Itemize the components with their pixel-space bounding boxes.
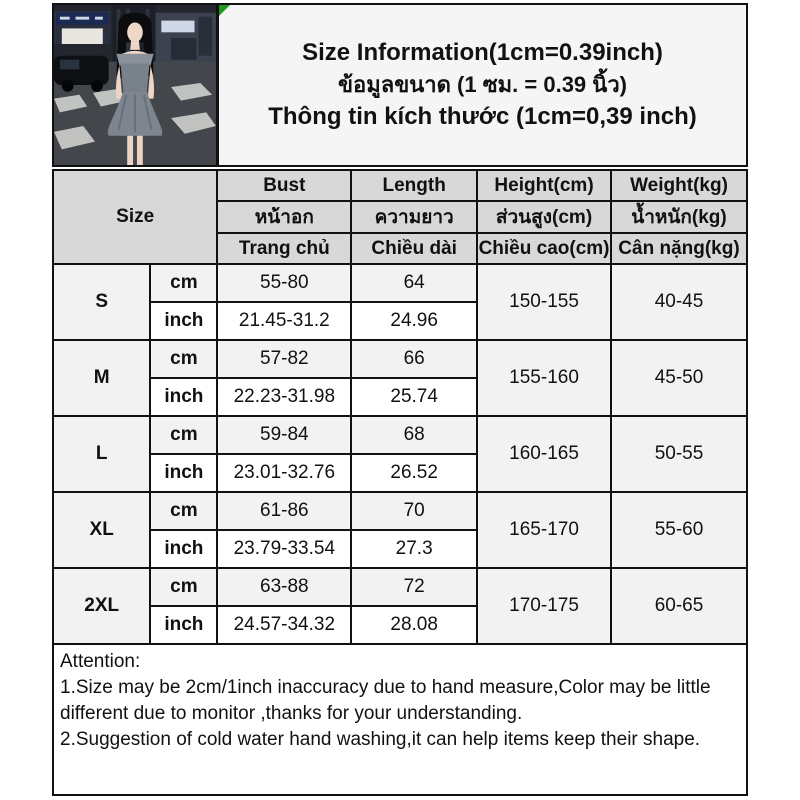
col-header-bust-th: หน้าอก [217, 201, 351, 233]
height-value: 155-160 [477, 340, 611, 416]
col-header-bust-vi: Trang chủ [217, 233, 351, 264]
length-inch-value: 25.74 [351, 378, 477, 416]
bust-cm-value: 59-84 [217, 416, 351, 454]
attention-box [52, 644, 748, 796]
length-cm-value: 64 [351, 264, 477, 302]
length-inch-value: 27.3 [351, 530, 477, 568]
height-value: 160-165 [477, 416, 611, 492]
unit-label-inch: inch [150, 530, 217, 568]
size-label-l: L [53, 416, 150, 492]
unit-label-cm: cm [150, 492, 217, 530]
size-label-m: M [53, 340, 150, 416]
bust-inch-value: 21.45-31.2 [217, 302, 351, 340]
col-header-weight-en: Weight(kg) [611, 170, 747, 201]
col-header-length-en: Length [351, 170, 477, 201]
model-photo-illustration [54, 5, 216, 165]
unit-label-cm: cm [150, 568, 217, 606]
size-header-cell: Size [53, 170, 217, 264]
length-inch-value: 28.08 [351, 606, 477, 644]
table-row [53, 264, 747, 302]
title-english: Size Information(1cm=0.39inch) [302, 39, 663, 66]
table-row [53, 568, 747, 606]
col-header-bust-en: Bust [217, 170, 351, 201]
height-value: 170-175 [477, 568, 611, 644]
height-value: 150-155 [477, 264, 611, 340]
unit-label-inch: inch [150, 606, 217, 644]
table-row [53, 416, 747, 454]
title-thai: ข้อมูลขนาด (1 ซม. = 0.39 นิ้ว) [337, 72, 627, 97]
bust-cm-value: 63-88 [217, 568, 351, 606]
unit-label-cm: cm [150, 416, 217, 454]
col-header-length-vi: Chiều dài [351, 233, 477, 264]
col-header-weight-th: น้ำหนัก(kg) [611, 201, 747, 233]
weight-value: 45-50 [611, 340, 747, 416]
unit-label-cm: cm [150, 264, 217, 302]
height-value: 165-170 [477, 492, 611, 568]
length-cm-value: 66 [351, 340, 477, 378]
length-inch-value: 24.96 [351, 302, 477, 340]
col-header-height-th: ส่วนสูง(cm) [477, 201, 611, 233]
size-table [52, 169, 748, 645]
bust-inch-value: 23.79-33.54 [217, 530, 351, 568]
length-cm-value: 70 [351, 492, 477, 530]
bust-inch-value: 24.57-34.32 [217, 606, 351, 644]
table-row [53, 492, 747, 530]
weight-value: 55-60 [611, 492, 747, 568]
weight-value: 60-65 [611, 568, 747, 644]
col-header-height-vi: Chiều cao(cm) [477, 233, 611, 264]
weight-value: 50-55 [611, 416, 747, 492]
attention-note-1: 1.Size may be 2cm/1inch inaccuracy due to hand measure,Color may be little different due to monitor ,thanks for your understanding. [60, 677, 711, 724]
size-chart-sheet [52, 3, 748, 796]
col-header-height-en: Height(cm) [477, 170, 611, 201]
green-corner-marker-icon [219, 5, 230, 16]
title-vietnamese: Thông tin kích thước (1cm=0,39 inch) [268, 103, 697, 130]
bust-inch-value: 22.23-31.98 [217, 378, 351, 416]
product-photo [52, 3, 218, 167]
col-header-weight-vi: Cân nặng(kg) [611, 233, 747, 264]
length-inch-value: 26.52 [351, 454, 477, 492]
size-label-s: S [53, 264, 150, 340]
table-row [53, 340, 747, 378]
size-label-xl: XL [53, 492, 150, 568]
bust-inch-value: 23.01-32.76 [217, 454, 351, 492]
length-cm-value: 68 [351, 416, 477, 454]
col-header-length-th: ความยาว [351, 201, 477, 233]
unit-label-inch: inch [150, 454, 217, 492]
attention-note-2: 2.Suggestion of cold water hand washing,it can help items keep their shape. [60, 729, 701, 750]
length-cm-value: 72 [351, 568, 477, 606]
weight-value: 40-45 [611, 264, 747, 340]
title-box [218, 3, 748, 167]
bust-cm-value: 55-80 [217, 264, 351, 302]
attention-heading: Attention: [60, 651, 141, 672]
unit-label-inch: inch [150, 302, 217, 340]
size-label-2xl: 2XL [53, 568, 150, 644]
top-section [52, 3, 748, 167]
bust-cm-value: 61-86 [217, 492, 351, 530]
bust-cm-value: 57-82 [217, 340, 351, 378]
unit-label-inch: inch [150, 378, 217, 416]
unit-label-cm: cm [150, 340, 217, 378]
